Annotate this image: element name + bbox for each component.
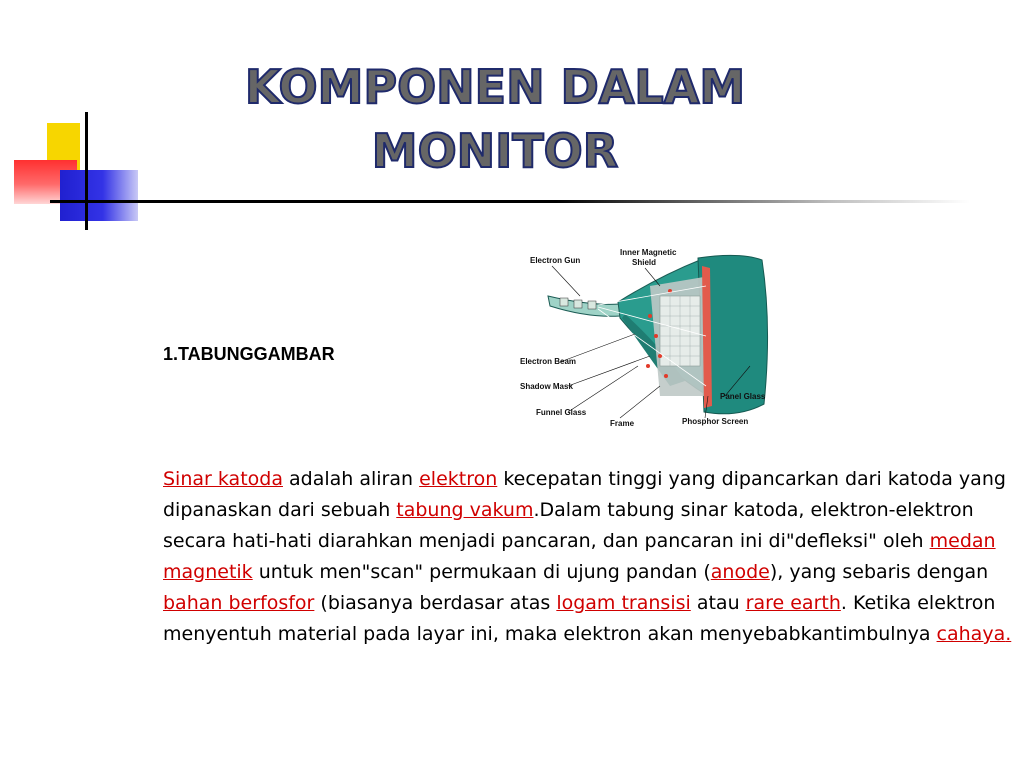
diagram-label-panel-glass: Panel Glass: [720, 392, 766, 401]
text-segment: kecepatan tinggi yang dipancarkan dari katoda yang dipanaskan dari sebuah: [163, 468, 1006, 521]
section-heading: 1.TABUNGGAMBAR: [163, 344, 335, 364]
link-cahaya[interactable]: cahaya: [936, 623, 1006, 645]
text-segment: ), yang sebaris dengan: [769, 561, 989, 583]
text-segment: (biasanya berdasar atas: [314, 592, 557, 614]
crt-tube-cutaway-icon: [510, 246, 790, 436]
diagram-label-funnel-glass: Funnel Glass: [536, 408, 587, 417]
text-segment: . Ketika elektron menyentuh material pada layar ini, maka elektron akan menyebabkantimbulnya: [163, 592, 996, 645]
slide-title: [170, 55, 820, 183]
diagram-label-electron-gun: Electron Gun: [530, 256, 581, 265]
text-segment: untuk men"scan" permukaan di ujung pandan (: [252, 561, 711, 583]
text-segment: .Dalam tabung sinar katoda, elektron-elektron secara hati-hati diarahkan menjadi pancaran, dan pancaran ini di"defleksi" oleh: [163, 499, 974, 552]
body-paragraph: [163, 464, 1013, 650]
link-sinar-katoda[interactable]: Sinar katoda: [163, 468, 283, 490]
link-period[interactable]: .: [1005, 623, 1012, 645]
title-underline: [50, 200, 970, 203]
link-medan-magnetik[interactable]: medan magnetik: [163, 530, 996, 583]
slide-title-line-1: KOMPONEN DALAM: [244, 60, 746, 114]
diagram-label-shield: Shield: [632, 258, 657, 267]
diagram-label-shadow-mask: Shadow Mask: [520, 382, 573, 391]
decor-blue-square: [60, 170, 138, 221]
link-bahan-berfosfor[interactable]: bahan berfosfor: [163, 592, 315, 614]
text-segment: atau: [690, 592, 746, 614]
diagram-label-phosphor-screen: Phosphor Screen: [682, 417, 749, 426]
diagram-label-electron-beam: Electron Beam: [520, 357, 577, 366]
link-rare-earth[interactable]: rare earth: [745, 592, 841, 614]
decor-vertical-line: [85, 112, 88, 230]
link-logam-transisi[interactable]: logam transisi: [556, 592, 691, 614]
link-elektron[interactable]: elektron: [419, 468, 498, 490]
link-anode[interactable]: anode: [710, 561, 770, 583]
slide-title-line-2: MONITOR: [371, 124, 619, 178]
text-segment: adalah aliran: [282, 468, 420, 490]
diagram-label-inner-magnetic: Inner Magnetic: [620, 248, 677, 257]
link-tabung-vakum[interactable]: tabung vakum: [396, 499, 534, 521]
diagram-label-frame: Frame: [610, 419, 635, 428]
